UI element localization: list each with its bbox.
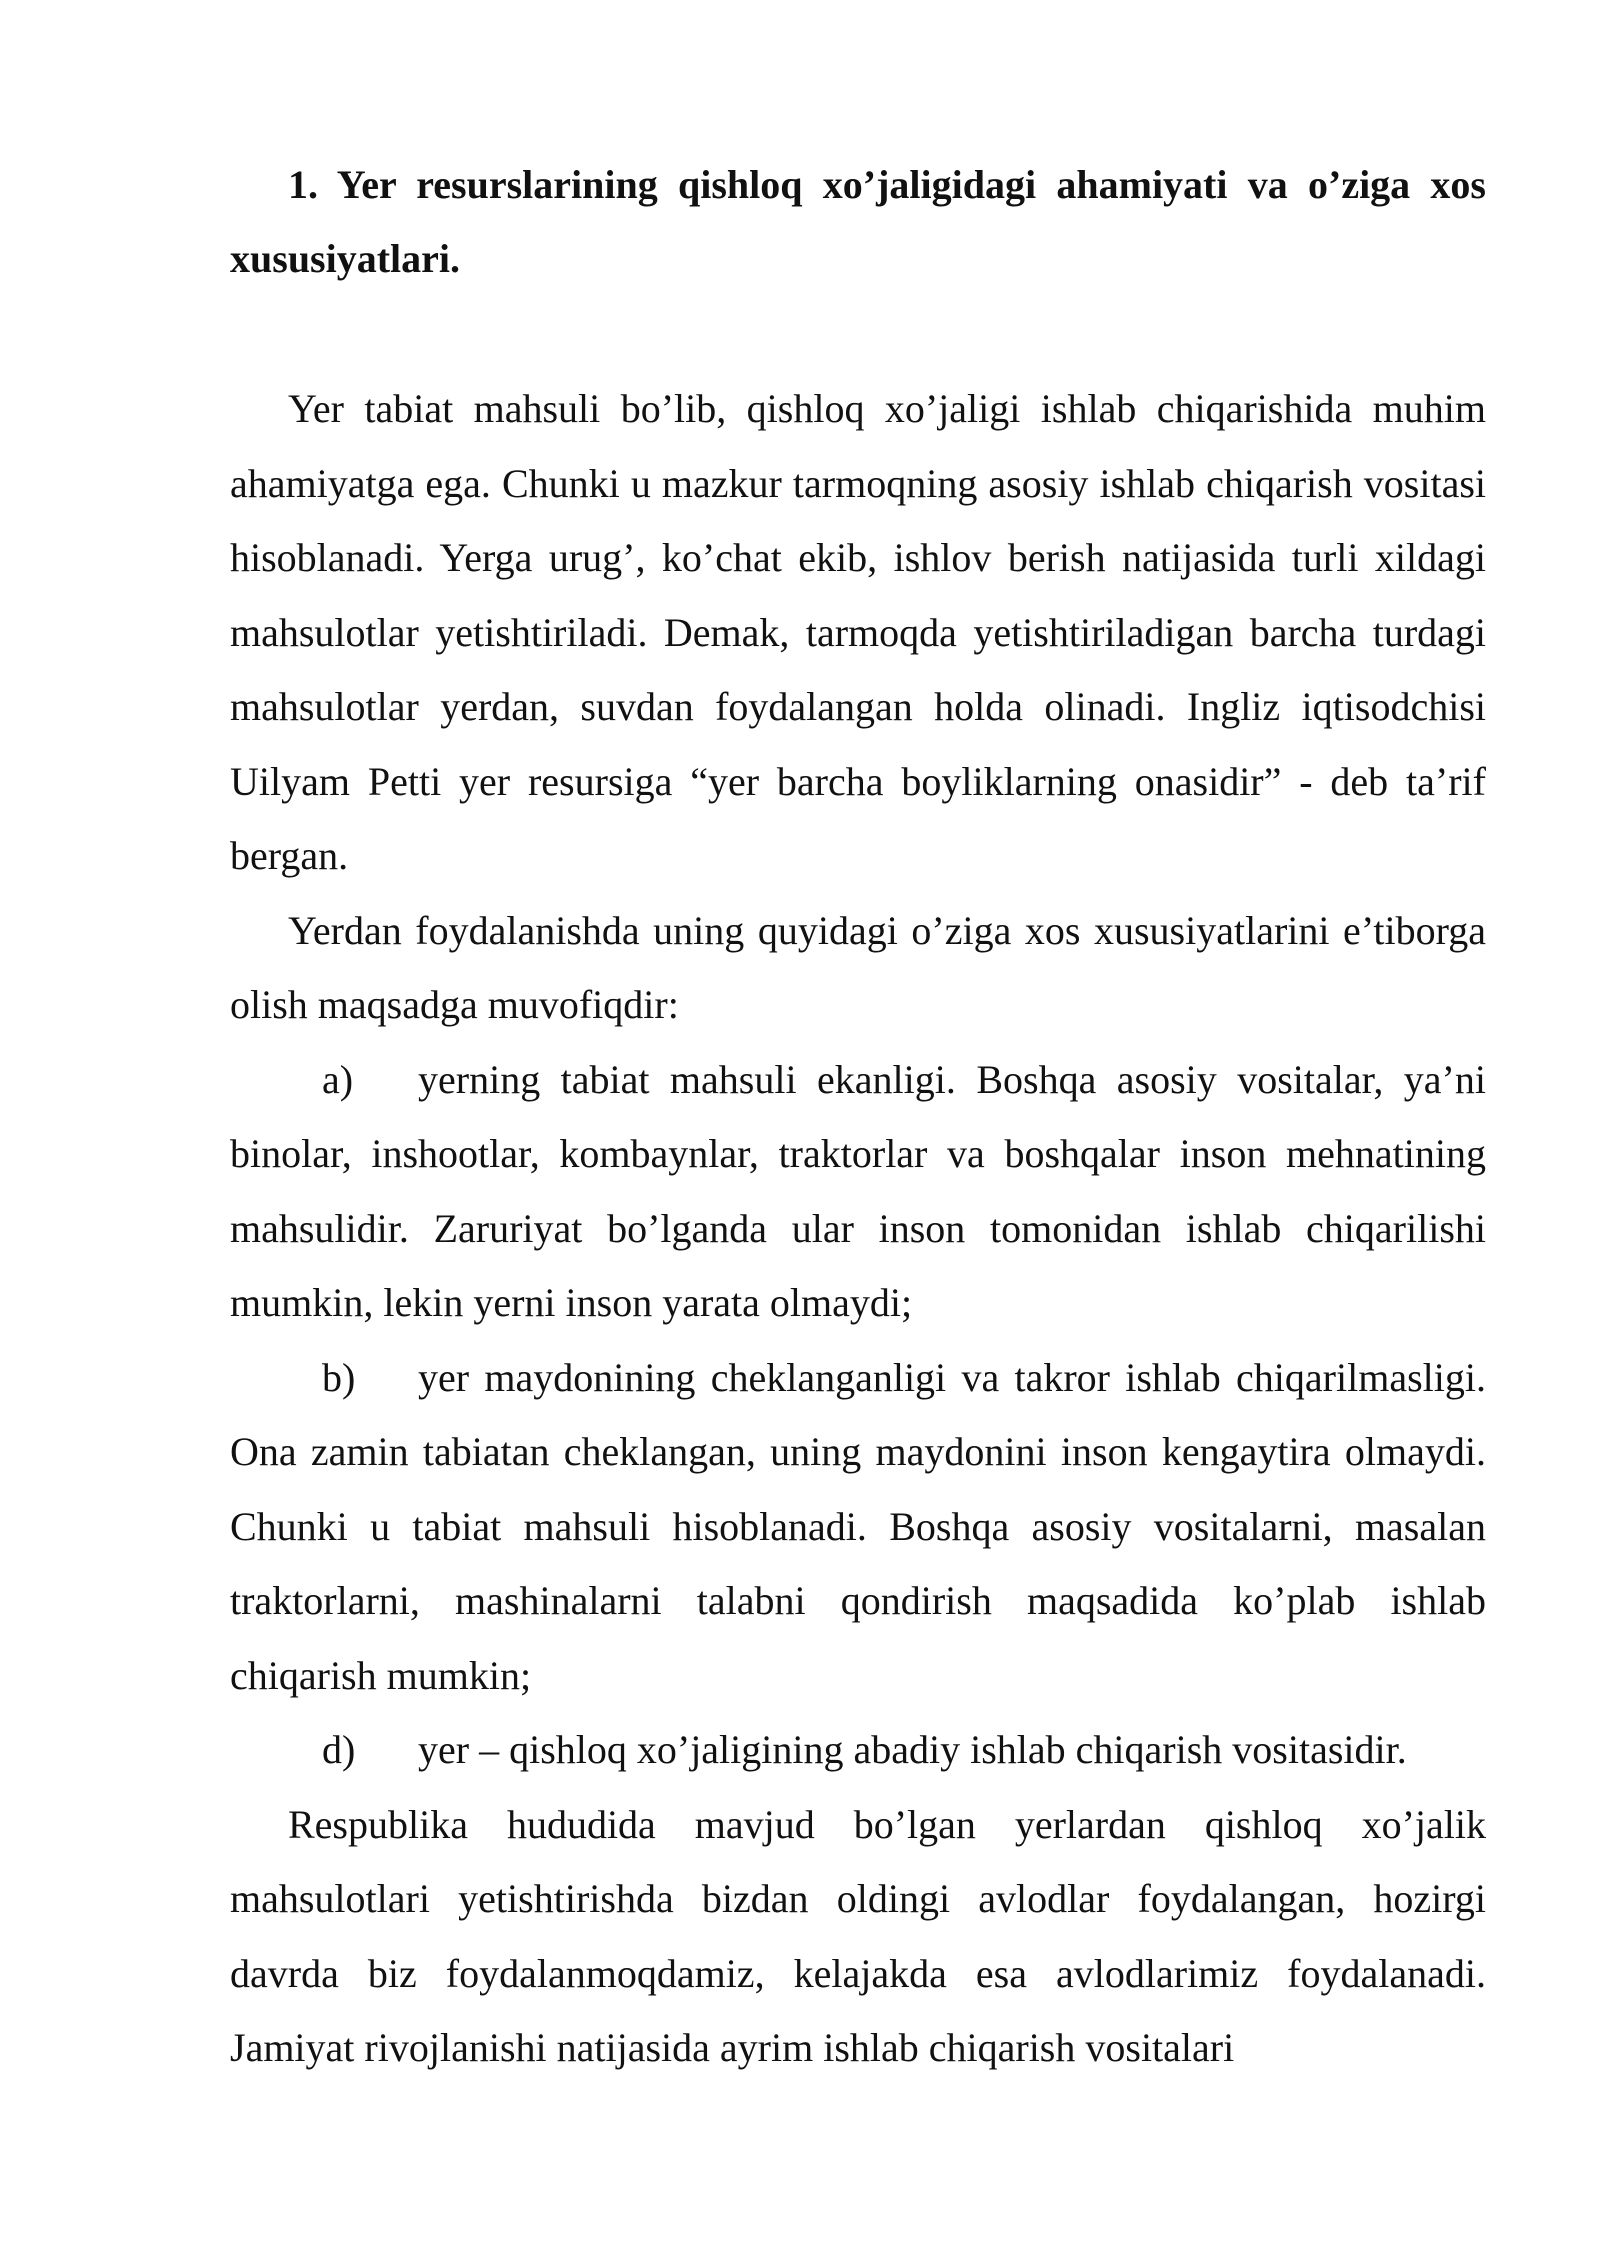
list-item-text: yerning tabiat mahsuli ekanligi. Boshqa asosiy vositalar, ya’ni binolar, inshootlar, kombaynlar, traktorlar va boshqalar inson mehnatining mahsulidir. Zaruriyat bo’lganda ular inson tomonidan ishlab chiqarilishi mumkin, lekin yerni inson yarata olmaydi; xyxy=(230,1056,1486,1325)
list-item-a xyxy=(230,1043,1486,1341)
paragraph-features-lead: Yerdan foydalanishda uning quyidagi o’ziga xos xususiyatlarini e’tiborga olish maqsadga muvofiqdir: xyxy=(230,907,1486,1027)
list-marker: b) xyxy=(322,1354,356,1400)
list-item-text: yer maydonining cheklanganligi va takror ishlab chiqarilmasligi. Ona zamin tabiatan cheklangan, uning maydonini inson kengaytira olmaydi. Chunki u tabiat mahsuli hisoblanadi. Boshqa asosiy vositalarni, masalan traktorlarni, mashinalarni talabni qondirish maqsadida ko’plab ishlab chiqarish mumkin; xyxy=(230,1354,1486,1698)
list-marker: a) xyxy=(322,1056,354,1102)
document-body xyxy=(230,148,1486,2086)
paragraph-intro: Yer tabiat mahsuli bo’lib, qishloq xo’jaligi ishlab chiqarishida muhim ahamiyatga ega. Chunki u mazkur tarmoqning asosiy ishlab chiqarish vositasi hisoblanadi. Yerga urug’, ko’chat ekib, ishlov berish natijasida turli xildagi mahsulotlar yetishtiriladi. Demak, tarmoqda yetishtiriladigan barcha turdagi mahsulotlar yerdan, suvdan foydalangan holda olinadi. Ingliz iqtisodchisi Uilyam Petti yer resursiga “yer barcha boyliklarning onasidir” - deb ta’rif bergan. xyxy=(230,386,1486,878)
paragraph-closing: Respublika hududida mavjud bo’lgan yerlardan qishloq xo’jalik mahsulotlari yetishtirishda bizdan oldingi avlodlar foydalangan, hozirgi davrda biz foydalanmoqdamiz, kelajakda esa avlodlarimiz foydalanadi. Jamiyat rivojlanishi natijasida ayrim ishlab chiqarish vositalari xyxy=(230,1801,1486,2070)
list-item-b xyxy=(230,1341,1486,1714)
list-item-d xyxy=(230,1713,1486,1788)
list-item-text: yer – qishloq xo’jaligining abadiy ishlab chiqarish vositasidir. xyxy=(418,1727,1407,1772)
section-heading: 1. Yer resurslarining qishloq xo’jaligidagi ahamiyati va o’ziga xos xususiyatlari. xyxy=(230,162,1486,281)
list-marker: d) xyxy=(322,1727,356,1772)
heading-spacer xyxy=(230,296,1486,372)
